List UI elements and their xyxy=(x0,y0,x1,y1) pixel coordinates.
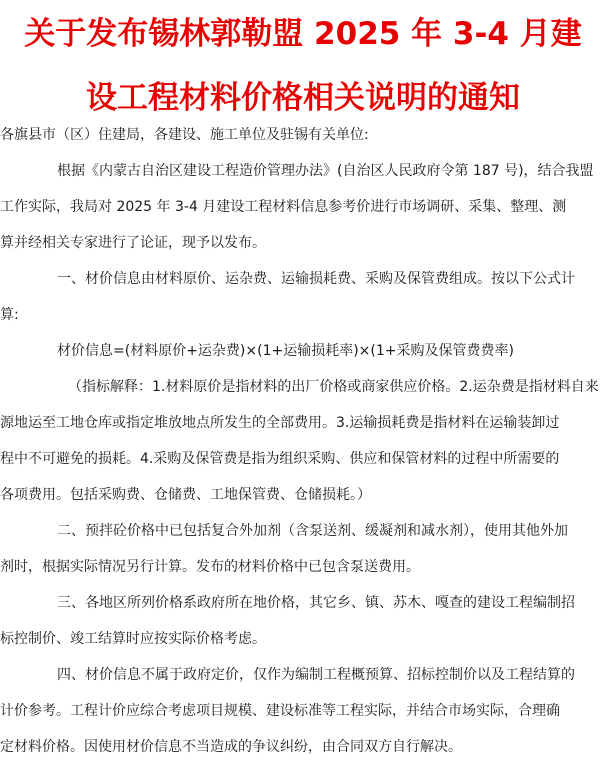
formula: 材价信息=(材料原价+运杂费)×(1+运输损耗率)×(1+采购及保管费费率) xyxy=(57,343,514,359)
paragraph-line: 算并经相关专家进行了论证，现予以发布。 xyxy=(0,235,266,251)
paragraph-line: 四、材价信息不属于政府定价，仅作为编制工程概预算、招标控制价以及工程结算的 xyxy=(57,667,575,683)
paragraph-basis xyxy=(0,158,606,256)
title-line-2: 设工程材料价格相关说明的通知 xyxy=(86,80,520,116)
paragraph-line: 三、各地区所列价格系政府所在地价格，其它乡、镇、苏木、嘎查的建设工程编制招 xyxy=(57,595,575,611)
paragraph-line: 源地运至工地仓库或指定堆放地点所发生的全部费用。3.运输损耗费是指材料在运输装卸过 xyxy=(0,415,560,431)
document-body xyxy=(0,122,606,760)
paragraph-line: 定材料价格。因使用材价信息不当造成的争议纠纷，由合同双方自行解决。 xyxy=(0,739,462,755)
paragraph-explanation xyxy=(0,374,606,508)
paragraph-line: 程中不可避免的损耗。4.采购及保管费是指为组织采购、供应和保管材料的过程中所需要的 xyxy=(0,451,560,467)
paragraph-line: 二、预拌砼价格中已包括复合外加剂（含泵送剂、缓凝剂和减水剂），使用其他外加 xyxy=(57,523,568,539)
paragraph-line: （指标解释：1.材料原价是指材料的出厂价格或商家供应价格。2.运杂费是指材料自来 xyxy=(68,379,599,395)
paragraph-item-3 xyxy=(0,590,606,652)
paragraph-line: 各项费用。包括采购费、仓储费、工地保管费、仓储损耗。） xyxy=(0,487,371,503)
paragraph-line: 算: xyxy=(0,307,19,323)
paragraph-line: 一、材价信息由材料原价、运杂费、运输损耗费、采购及保管费组成。按以下公式计 xyxy=(57,271,575,287)
salutation: 各旗县市（区）住建局，各建设、施工单位及驻锡有关单位: xyxy=(0,127,369,143)
paragraph-line: 工作实际，我局对 2025 年 3-4 月建设工程材料信息参考价进行市场调研、采集、整理、测 xyxy=(0,199,567,215)
paragraph-line: 标控制价、竣工结算时应按实际价格考虑。 xyxy=(0,631,266,647)
paragraph-line: 计价参考。工程计价应综合考虑项目规模、建设标准等工程实际，并结合市场实际，合理确 xyxy=(0,703,560,719)
paragraph-item-1 xyxy=(0,266,606,328)
paragraph-line: 剂时，根据实际情况另行计算。发布的材料价格中已包含泵送费用。 xyxy=(0,559,420,575)
paragraph-item-2 xyxy=(0,518,606,580)
paragraph-line: 根据《内蒙古自治区建设工程造价管理办法》(自治区人民政府令第 187 号)，结合我盟 xyxy=(57,163,594,179)
title-line-1: 关于发布锡林郭勒盟 2025 年 3-4 月建 xyxy=(24,16,582,52)
paragraph-item-4 xyxy=(0,662,606,760)
document-title xyxy=(0,5,606,127)
document-page xyxy=(0,5,606,779)
